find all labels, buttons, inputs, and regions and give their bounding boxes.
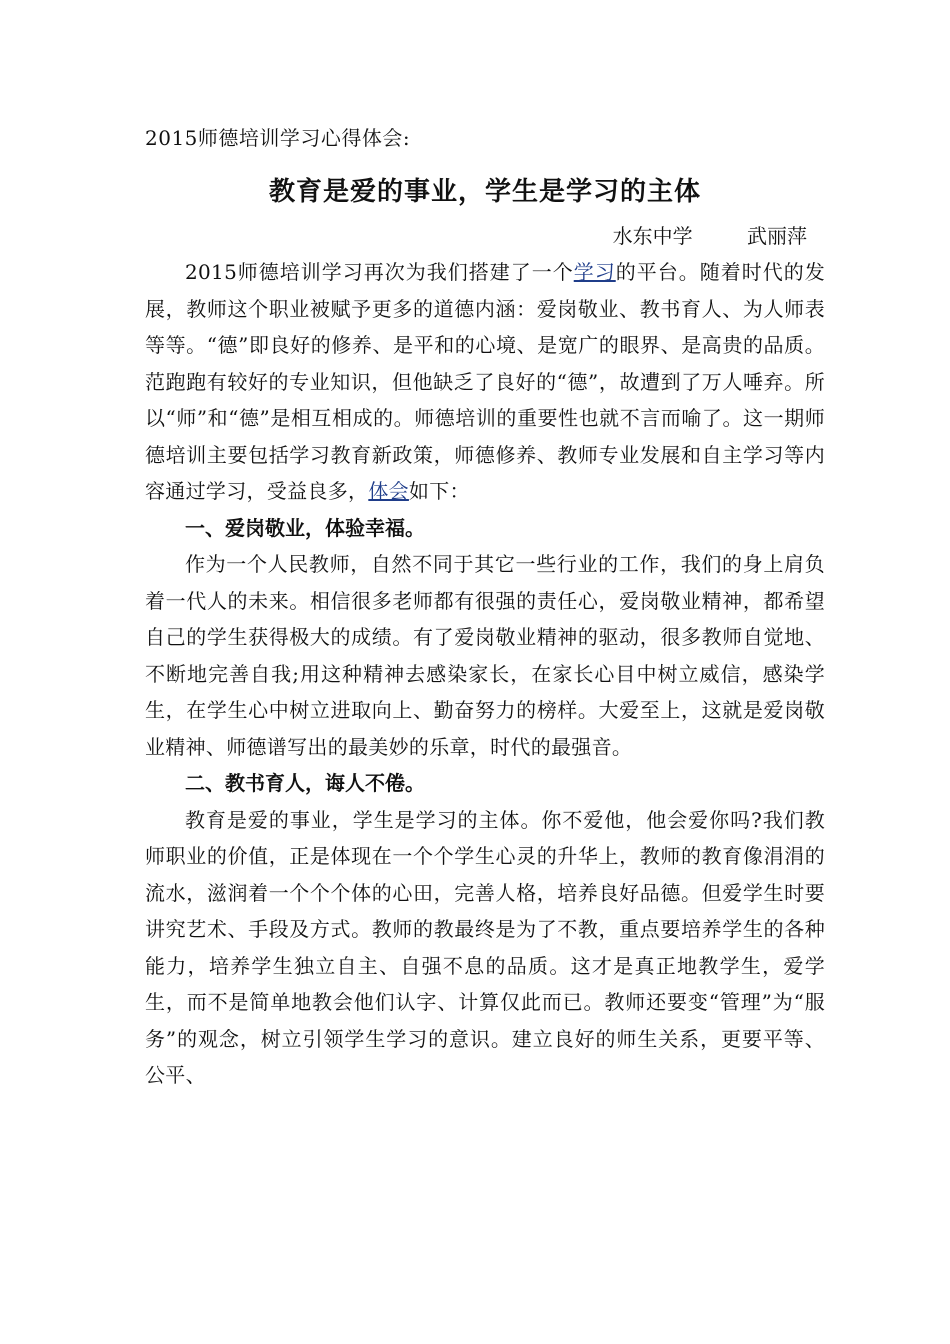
author-school: 水东中学 [612, 224, 693, 248]
author-name: 武丽萍 [747, 224, 807, 248]
section-2-body: 教育是爱的事业，学生是学习的主体。你不爱他，他会爱你吗?我们教师职业的价值，正是体现在一个个学生心灵的升华上，教师的教育像涓涓的流水，滋润着一个个个体的心田，完善人格，培养良好品德。但爱学生时要讲究艺术、手段及方式。教师的教最终是为了不教，重点要培养学生的各种能力，培养学生独立自主、自强不息的品质。这才是真正地教学生，爱学生，而不是简单地教会他们认字、计算仅此而已。教师还要变“管理”为“服务”的观念，树立引领学生学习的意识。建立良好的师生关系，更要平等、公平、 [145, 807, 825, 1087]
document-page [145, 118, 825, 1094]
intro-text-2: 的平台。随着时代的发展，教师这个职业被赋予更多的道德内涵：爱岗敬业、教书育人、为人师表等等。“德”即良好的修养、是平和的心境、是宽广的眼界、是高贵的品质。范跑跑有较好的专业知识，但他缺乏了良好的“德”，故遭到了万人唾弃。所以“师”和“德”是相互相成的。师德培训的重要性也就不言而喻了。这一期师德培训主要包括学习教育新政策，师德修养、教师专业发展和自主学习等内容通过学习，受益良多， [145, 260, 825, 503]
section-1-body: 作为一个人民教师，自然不同于其它一些行业的工作，我们的身上肩负着一代人的未来。相信很多老师都有很强的责任心，爱岗敬业精神，都希望自己的学生获得极大的成绩。有了爱岗敬业精神的驱动，很多教师自觉地、不断地完善自我;用这种精神去感染家长，在家长心目中树立威信，感染学生，在学生心中树立进取向上、勤奋努力的榜样。大爱至上，这就是爱岗敬业精神、师德谱写出的最美妙的乐章，时代的最强音。 [145, 552, 825, 759]
pre-title: 2015师德培训学习心得体会: [145, 126, 411, 150]
section-2-heading: 二、教书育人，诲人不倦。 [185, 771, 425, 795]
section-1-heading: 一、爱岗敬业，体验幸福。 [185, 515, 425, 540]
intro-text-1: 2015师德培训学习再次为我们搭建了一个 [185, 260, 574, 284]
author-line [145, 218, 825, 254]
intro-paragraph [145, 254, 825, 510]
document-title: 教育是爱的事业，学生是学习的主体 [268, 177, 701, 207]
intro-text-3: 如下： [408, 479, 470, 503]
link-experience[interactable]: 体会 [368, 479, 409, 503]
link-study[interactable]: 学习 [573, 260, 616, 284]
